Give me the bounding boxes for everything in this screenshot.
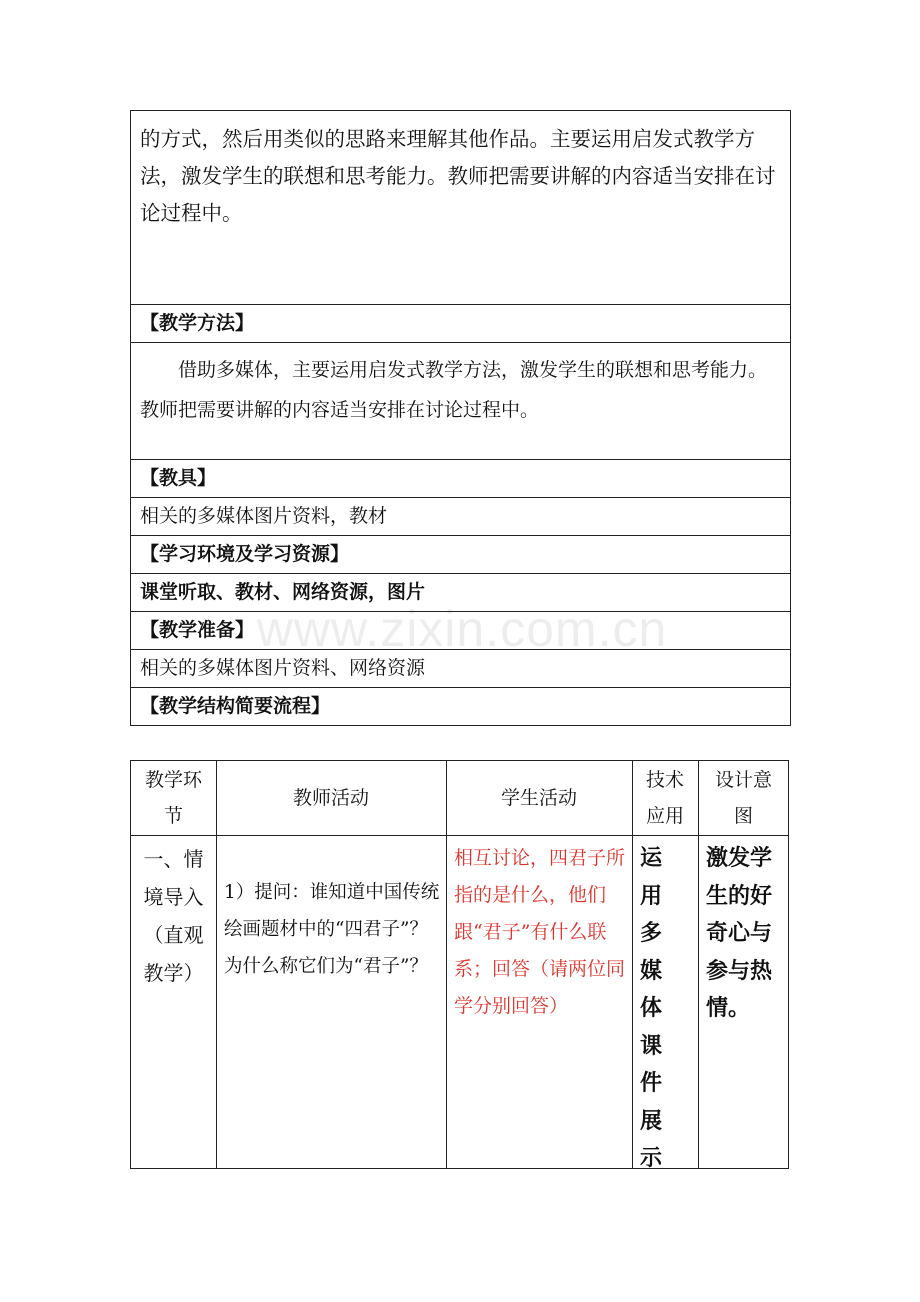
method-text: 借助多媒体，主要运用启发式教学方法，激发学生的联想和思考能力。教师把需要讲解的内容适当安排在讨论过程中。 xyxy=(140,359,768,421)
flow-heading: 【教学结构简要流程】 xyxy=(131,687,790,725)
method-body xyxy=(131,342,790,459)
tools-heading: 【教具】 xyxy=(131,459,790,497)
teacher-activity-cell: 1）提问：谁知道中国传统绘画题材中的“四君子”？为什么称它们为“君子”？ xyxy=(224,882,440,977)
header-design-intent: 设计意图 xyxy=(714,769,772,827)
lesson-info-table xyxy=(130,110,791,726)
student-activity-cell: 相互讨论，四君子所指的是什么，他们跟“君子”有什么联系；回答（请两位同学分别回答） xyxy=(454,847,626,1017)
tools-text: 相关的多媒体图片资料，教材 xyxy=(131,497,790,535)
stage-cell: 一、情境导入（直观教学） xyxy=(143,847,204,985)
intro-paragraph: 的方式，然后用类似的思路来理解其他作品。主要运用启发式教学方法，激发学生的联想和思考能力。教师把需要讲解的内容适当安排在讨论过程中。 xyxy=(140,127,776,225)
preparation-text: 相关的多媒体图片资料、网络资源 xyxy=(131,649,790,687)
teaching-flow-table xyxy=(130,760,789,1169)
header-student-activity: 学生活动 xyxy=(500,787,577,809)
watermark: www.zixin.com.cn xyxy=(256,601,668,657)
method-heading: 【教学方法】 xyxy=(131,304,790,342)
environment-heading: 【学习环境及学习资源】 xyxy=(131,535,790,573)
environment-text: 课堂听取、教材、网络资源，图片 xyxy=(131,573,790,611)
tech-application-cell: 运用多媒体课件展示 xyxy=(640,845,663,1171)
design-intent-cell: 激发学生的好奇心与参与热情。 xyxy=(706,845,773,1021)
preparation-heading: 【教学准备】 xyxy=(131,611,790,649)
header-tech-application: 技术应用 xyxy=(645,769,684,827)
header-stage: 教学环节 xyxy=(144,769,202,827)
header-teacher-activity: 教师活动 xyxy=(292,787,369,809)
